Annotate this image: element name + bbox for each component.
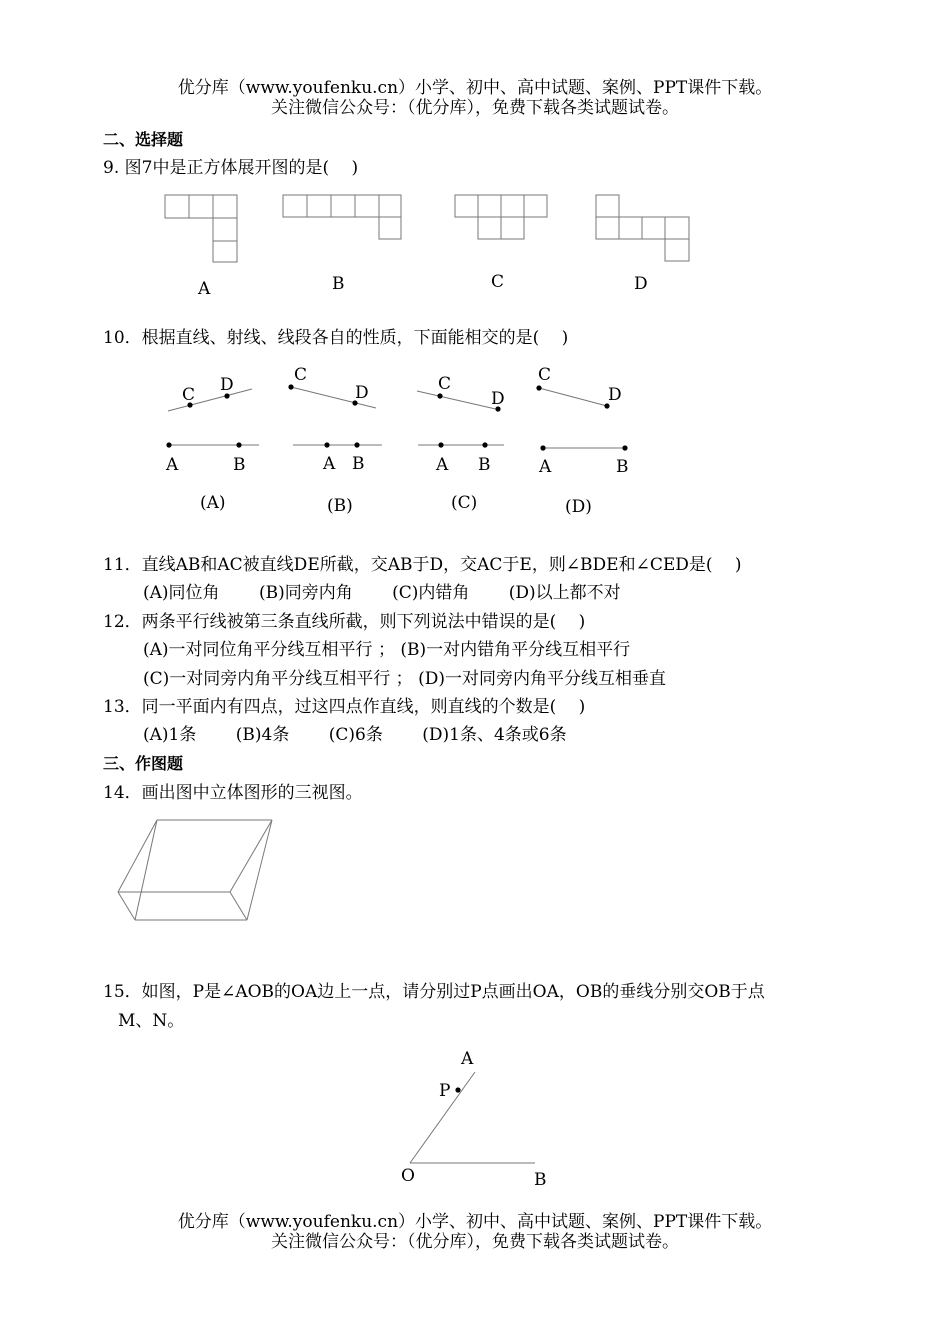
q13-text: 13．同一平面内有四点，过这四点作直线，则直线的个数是( ) — [103, 697, 586, 717]
q10a-label-d: D — [220, 375, 234, 395]
q10-figure-b — [288, 365, 382, 474]
q10-caption-b: (B) — [327, 496, 353, 516]
q10b-label-c: C — [294, 365, 308, 385]
q9-text: 9. 图7中是正方体展开图的是( ) — [103, 158, 359, 178]
q14-text: 14．画出图中立体图形的三视图。 — [103, 783, 363, 803]
q10b-label-d: D — [355, 383, 369, 403]
q10c-label-a: A — [436, 455, 449, 475]
q10c-label-d: D — [491, 389, 505, 409]
q9-label-d: D — [634, 274, 648, 294]
q10c-label-b: B — [478, 455, 491, 475]
q15-text-2: M、N。 — [118, 1011, 185, 1031]
q15-label-p: P — [439, 1081, 451, 1101]
q12-options-2: (C)一对同旁内角平分线互相平行 ； (D)一对同旁内角平分线互相垂直 — [143, 669, 666, 689]
q10d-label-b: B — [616, 457, 629, 477]
q10c-label-c: C — [438, 374, 452, 394]
q10-figure-d — [536, 365, 628, 477]
q15-label-a: A — [461, 1049, 474, 1069]
q10-figure-c — [417, 374, 505, 475]
q10d-label-d: D — [608, 385, 622, 405]
q10-figure-a — [165, 375, 259, 475]
q9-label-a: A — [198, 279, 211, 299]
q13-options: (A)1条 (B)4条 (C)6条 (D)1条、4条或6条 — [143, 725, 567, 745]
q10d-label-a: A — [539, 457, 552, 477]
q10a-label-b: B — [233, 455, 246, 475]
q12-options-1: (A)一对同位角平分线互相平行 ； (B)一对内错角平分线互相平行 — [143, 640, 631, 660]
footer-line-2: 关注微信公众号：（优分库），免费下载各类试题试卷。 — [271, 1232, 679, 1252]
q9-net-a — [165, 195, 237, 262]
q9-net-c — [455, 195, 547, 239]
q9-label-c: C — [491, 272, 505, 292]
q15-label-o: O — [401, 1166, 415, 1186]
q11-options: (A)同位角 (B)同旁内角 (C)内错角 (D)以上都不对 — [143, 583, 621, 603]
q11-text: 11．直线AB和AC被直线DE所截，交AB于D，交AC于E，则∠BDE和∠CED是( ) — [103, 555, 742, 575]
q14-solid-figure — [118, 820, 272, 920]
q9-label-b: B — [332, 274, 345, 294]
section-3-title: 三、作图题 — [103, 754, 184, 773]
q12-text: 12．两条平行线被第三条直线所截，则下列说法中错误的是( ) — [103, 612, 586, 632]
footer-line-1: 优分库（www.youfenku.cn）小学、初中、高中试题、案例、PPT课件下载。 — [177, 1212, 773, 1232]
q9-net-b — [283, 195, 401, 239]
q10-text: 10．根据直线、射线、线段各自的性质，下面能相交的是( ) — [103, 328, 569, 348]
header-line-1: 优分库（www.youfenku.cn）小学、初中、高中试题、案例、PPT课件下载。 — [177, 78, 773, 98]
q9-net-d — [596, 195, 689, 261]
q10a-label-c: C — [182, 385, 196, 405]
q15-text-1: 15．如图，P是∠AOB的OA边上一点，请分别过P点画出OA，OB的垂线分别交OB于点 — [103, 982, 765, 1002]
q15-angle-figure — [401, 1049, 547, 1190]
q10b-label-a: A — [323, 454, 336, 474]
header-line-2: 关注微信公众号：（优分库），免费下载各类试题试卷。 — [271, 98, 679, 118]
q10-caption-a: (A) — [200, 493, 226, 513]
q10-caption-c: (C) — [451, 493, 478, 513]
q10-caption-d: (D) — [565, 497, 592, 517]
q15-label-b: B — [534, 1170, 547, 1190]
q10a-label-a: A — [166, 455, 179, 475]
q10d-label-c: C — [538, 365, 552, 385]
q10b-label-b: B — [352, 454, 365, 474]
section-2-title: 二、选择题 — [103, 130, 184, 149]
